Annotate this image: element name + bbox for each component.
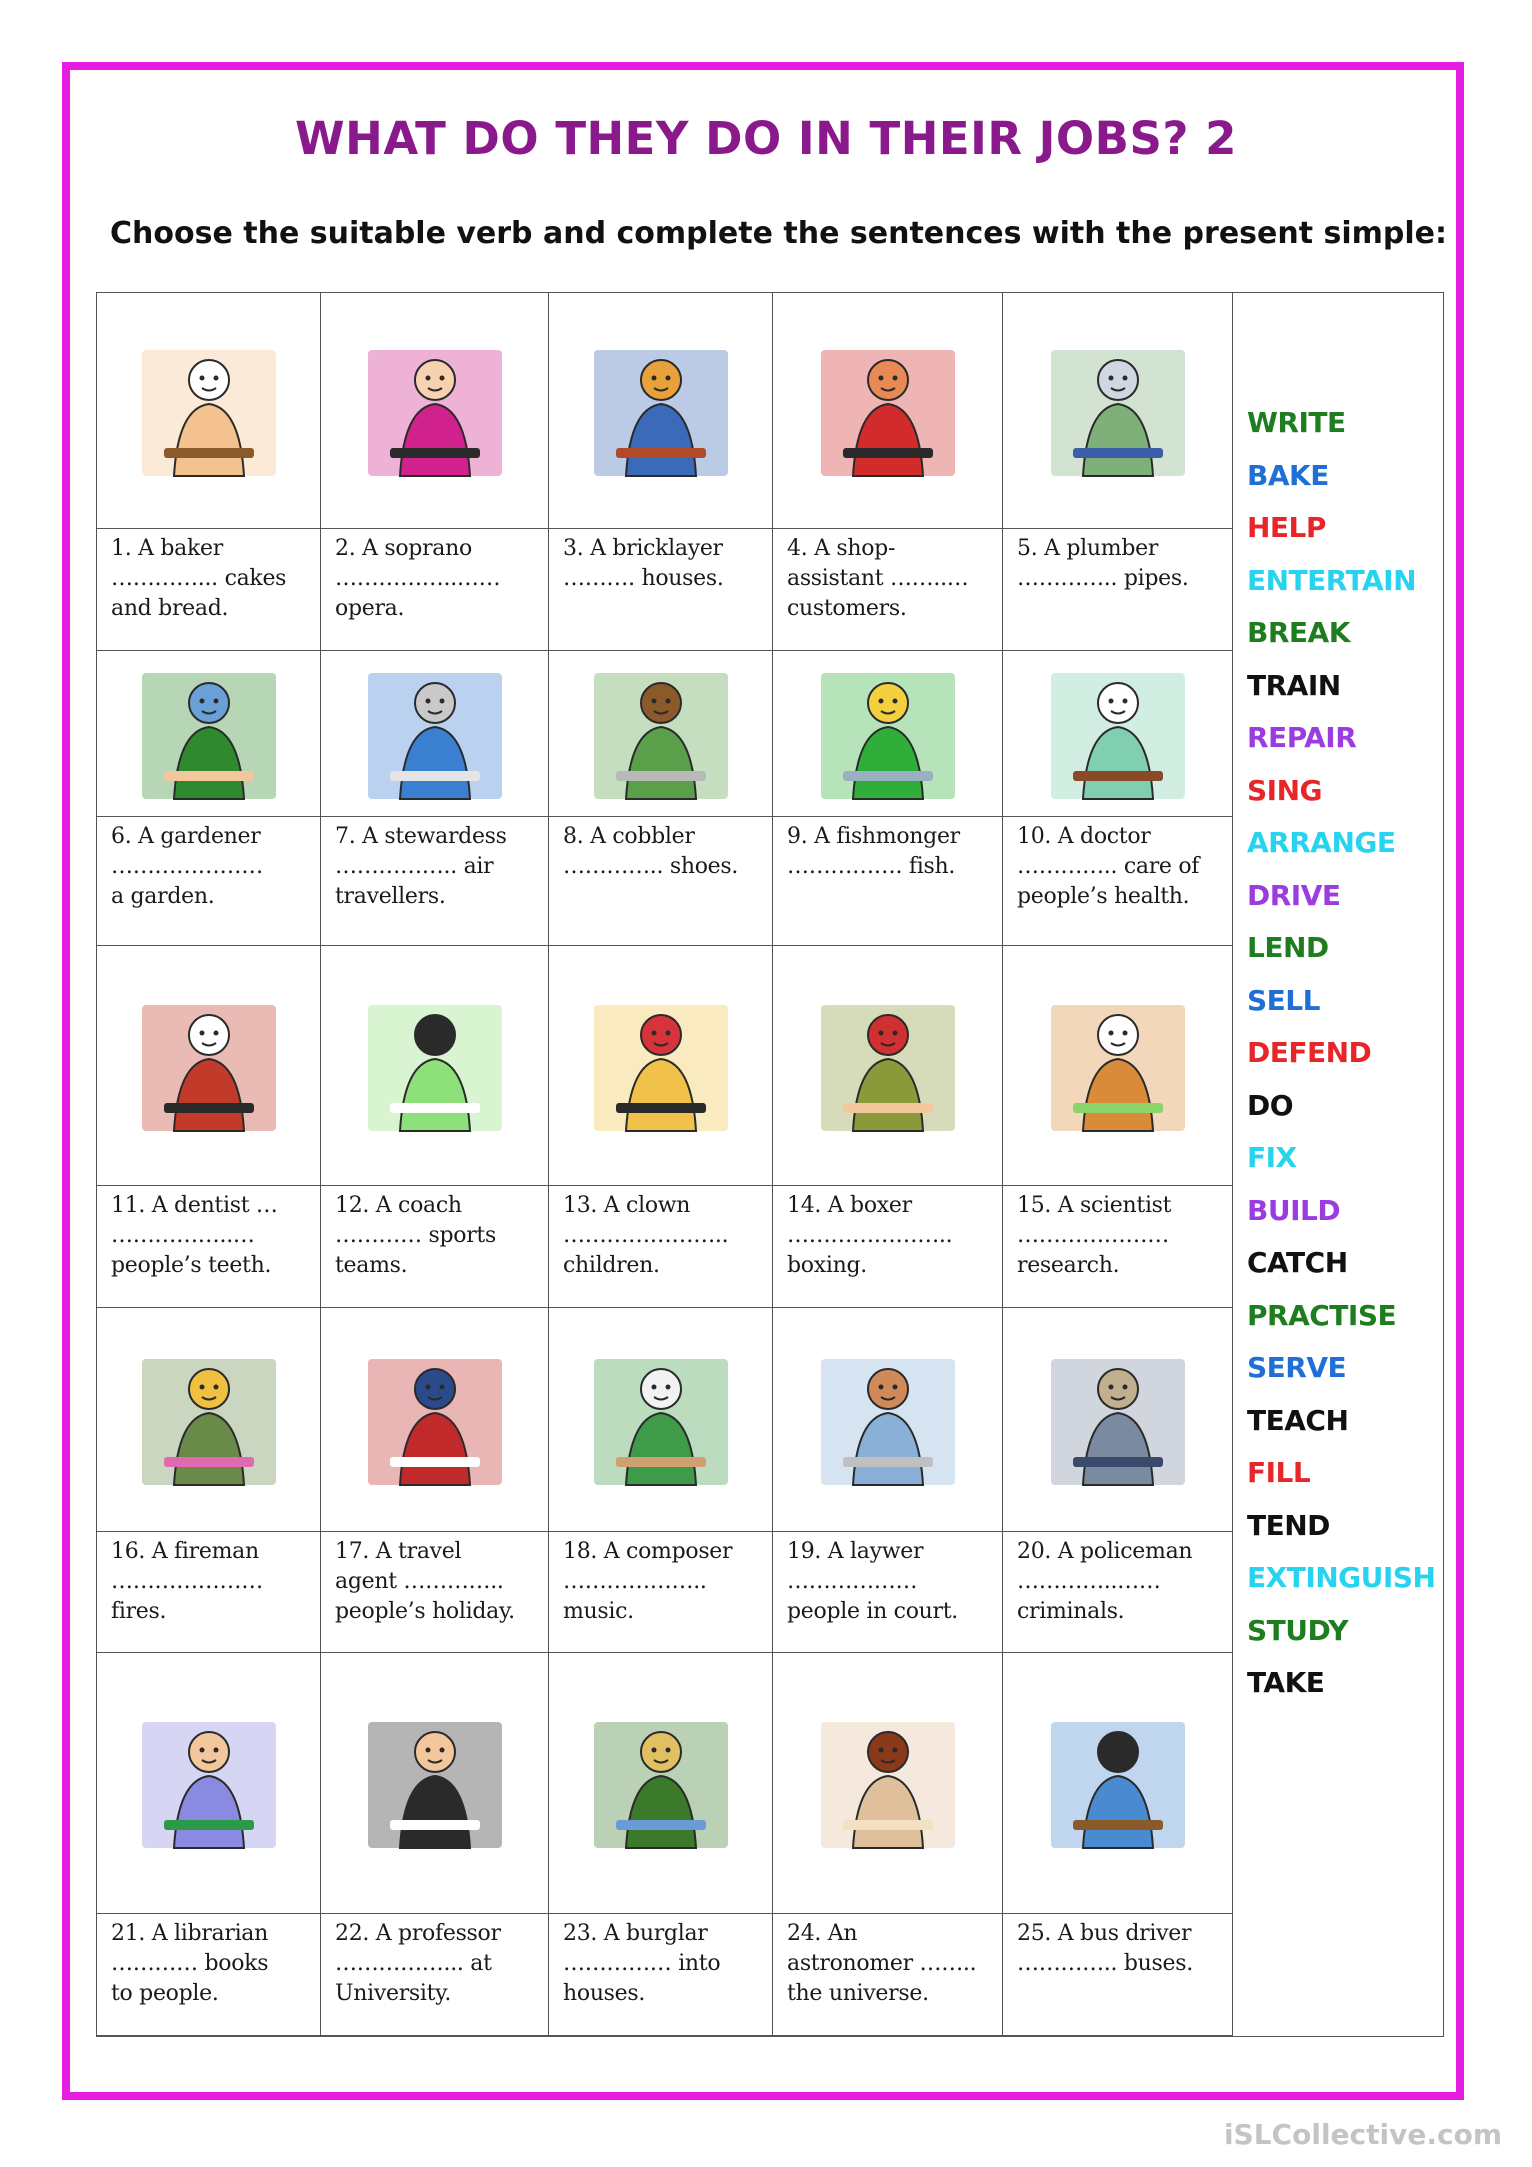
sentence-line: customers. bbox=[787, 596, 907, 621]
job-picture-3 bbox=[549, 293, 773, 529]
sentence-line: ………….. pipes. bbox=[1017, 566, 1189, 591]
job-sentence-21 bbox=[97, 1914, 321, 2036]
sentence-line: …………… into bbox=[563, 1951, 721, 1976]
job-sentence-15 bbox=[1003, 1186, 1233, 1308]
verb-list bbox=[1233, 293, 1445, 2036]
job-picture-12 bbox=[321, 946, 549, 1186]
sentence-line: to people. bbox=[111, 1981, 219, 2006]
sentence-line: …………..…… bbox=[1017, 1569, 1161, 1594]
lawyer-icon bbox=[813, 1345, 963, 1495]
sentence-line: children. bbox=[563, 1253, 660, 1278]
sentence-line: opera. bbox=[335, 596, 405, 621]
job-sentence-22 bbox=[321, 1914, 549, 2036]
verb-item: BAKE bbox=[1247, 458, 1329, 492]
job-sentence-2 bbox=[321, 529, 549, 651]
composer-icon bbox=[586, 1345, 736, 1495]
sentence-line: 10. A doctor bbox=[1017, 824, 1151, 849]
job-sentence-23 bbox=[549, 1914, 773, 2036]
sentence-line: research. bbox=[1017, 1253, 1120, 1278]
job-sentence-6 bbox=[97, 817, 321, 946]
job-sentence-1 bbox=[97, 529, 321, 651]
sentence-line: houses. bbox=[563, 1981, 646, 2006]
job-sentence-24 bbox=[773, 1914, 1003, 2036]
sentence-line: a garden. bbox=[111, 884, 215, 909]
burglar-icon bbox=[586, 1708, 736, 1858]
job-sentence-17 bbox=[321, 1532, 549, 1653]
job-picture-20 bbox=[1003, 1308, 1233, 1532]
sentence-line: people in court. bbox=[787, 1599, 958, 1624]
sentence-line: ………………….. bbox=[787, 1223, 953, 1248]
astronomer-icon bbox=[813, 1708, 963, 1858]
job-picture-19 bbox=[773, 1308, 1003, 1532]
professor-icon bbox=[360, 1708, 510, 1858]
sentence-line: ………………… bbox=[111, 1569, 263, 1594]
librarian-icon bbox=[134, 1708, 284, 1858]
sentence-line: assistant ……..… bbox=[787, 566, 969, 591]
job-sentence-8 bbox=[549, 817, 773, 946]
verb-item: WRITE bbox=[1247, 406, 1346, 439]
verb-item: FILL bbox=[1247, 1456, 1311, 1489]
scientist-icon bbox=[1043, 991, 1193, 1141]
sentence-line: ………… sports bbox=[335, 1223, 496, 1248]
sentence-line: 14. A boxer bbox=[787, 1193, 912, 1218]
sentence-line: 18. A composer bbox=[563, 1539, 733, 1564]
sentence-line: agent ………….. bbox=[335, 1569, 504, 1594]
job-sentence-4 bbox=[773, 529, 1003, 651]
sentence-line: 5. A plumber bbox=[1017, 536, 1159, 561]
job-sentence-12 bbox=[321, 1186, 549, 1308]
sentence-line: ……………..… bbox=[111, 1223, 255, 1248]
sentence-line: 12. A coach bbox=[335, 1193, 462, 1218]
job-picture-25 bbox=[1003, 1653, 1233, 1914]
job-sentence-3 bbox=[549, 529, 773, 651]
worksheet-title: WHAT DO THEY DO IN THEIR JOBS? 2 bbox=[295, 112, 1237, 165]
instructions: Choose the suitable verb and complete the sentences with the present simple: bbox=[110, 216, 1448, 251]
verb-item: ENTERTAIN bbox=[1247, 563, 1417, 597]
verb-item: BREAK bbox=[1247, 616, 1350, 649]
verb-item: TEND bbox=[1247, 1508, 1330, 1542]
job-picture-14 bbox=[773, 946, 1003, 1186]
plumber-icon bbox=[1043, 336, 1193, 486]
sentence-line: 20. A policeman bbox=[1017, 1539, 1193, 1564]
sentence-line: ……………….. bbox=[563, 1569, 707, 1594]
boxer-icon bbox=[813, 991, 963, 1141]
verb-item: LEND bbox=[1247, 931, 1329, 964]
sentence-line: …………….. air bbox=[335, 854, 494, 879]
sentence-line: 17. A travel bbox=[335, 1539, 462, 1564]
sentence-line: 19. A laywer bbox=[787, 1539, 924, 1564]
bus-driver-icon bbox=[1043, 1708, 1193, 1858]
sentence-line: people’s health. bbox=[1017, 884, 1190, 909]
job-sentence-16 bbox=[97, 1532, 321, 1653]
job-sentence-14 bbox=[773, 1186, 1003, 1308]
job-picture-2 bbox=[321, 293, 549, 529]
sentence-line: 6. A gardener bbox=[111, 824, 261, 849]
sentence-line: boxing. bbox=[787, 1253, 867, 1278]
doctor-icon bbox=[1043, 659, 1193, 809]
cobbler-icon bbox=[586, 659, 736, 809]
verb-item: SING bbox=[1247, 773, 1322, 807]
bricklayer-icon bbox=[586, 336, 736, 486]
shop-assistant-icon bbox=[813, 336, 963, 486]
job-picture-6 bbox=[97, 651, 321, 817]
sentence-line: ……………..…… bbox=[335, 566, 501, 591]
sentence-line: 13. A clown bbox=[563, 1193, 691, 1218]
verb-item: TEACH bbox=[1247, 1403, 1349, 1437]
sentence-line: people’s teeth. bbox=[111, 1253, 272, 1278]
fireman-icon bbox=[134, 1345, 284, 1495]
sentence-line: the universe. bbox=[787, 1981, 929, 2006]
sentence-line: 9. A fishmonger bbox=[787, 824, 960, 849]
verb-item: ARRANGE bbox=[1247, 826, 1396, 859]
dentist-icon bbox=[134, 991, 284, 1141]
sentence-line: ………. houses. bbox=[563, 566, 724, 591]
sentence-line: 15. A scientist bbox=[1017, 1193, 1172, 1218]
sentence-line: ………………….. bbox=[563, 1223, 729, 1248]
baker-icon bbox=[134, 336, 284, 486]
verb-item: HELP bbox=[1247, 511, 1326, 544]
jobs-table bbox=[96, 292, 1444, 2037]
job-sentence-7 bbox=[321, 817, 549, 946]
sentence-line: ………….. shoes. bbox=[563, 854, 739, 879]
sentence-line: ………….. care of bbox=[1017, 854, 1200, 879]
sentence-line: people’s holiday. bbox=[335, 1599, 515, 1624]
sentence-line: ………………… bbox=[1017, 1223, 1169, 1248]
sentence-line: teams. bbox=[335, 1253, 408, 1278]
sentence-line: 25. A bus driver bbox=[1017, 1921, 1192, 1946]
verb-item: REPAIR bbox=[1247, 721, 1357, 754]
job-picture-24 bbox=[773, 1653, 1003, 1914]
verb-item: SERVE bbox=[1247, 1351, 1347, 1384]
sentence-line: ………………… bbox=[111, 854, 263, 879]
sentence-line: music. bbox=[563, 1599, 634, 1624]
sentence-line: 1. A baker bbox=[111, 536, 223, 561]
job-picture-16 bbox=[97, 1308, 321, 1532]
stewardess-icon bbox=[360, 659, 510, 809]
sentence-line: ………… books bbox=[111, 1951, 269, 1976]
soprano-icon bbox=[360, 336, 510, 486]
job-picture-4 bbox=[773, 293, 1003, 529]
fishmonger-icon bbox=[813, 659, 963, 809]
job-picture-5 bbox=[1003, 293, 1233, 529]
sentence-line: 23. A burglar bbox=[563, 1921, 708, 1946]
sentence-line: travellers. bbox=[335, 884, 446, 909]
coach-icon bbox=[360, 991, 510, 1141]
sentence-line: astronomer …….. bbox=[787, 1951, 977, 1976]
job-sentence-18 bbox=[549, 1532, 773, 1653]
verb-item: EXTINGUISH bbox=[1247, 1561, 1436, 1594]
job-picture-23 bbox=[549, 1653, 773, 1914]
sentence-line: …………... cakes bbox=[111, 566, 287, 591]
sentence-line: 4. A shop- bbox=[787, 536, 896, 561]
sentence-line: ……………. fish. bbox=[787, 854, 956, 879]
job-picture-21 bbox=[97, 1653, 321, 1914]
verb-item: CATCH bbox=[1247, 1246, 1348, 1279]
job-picture-9 bbox=[773, 651, 1003, 817]
job-sentence-20 bbox=[1003, 1532, 1233, 1653]
verb-item: SELL bbox=[1247, 983, 1320, 1017]
verb-item: DRIVE bbox=[1247, 878, 1341, 912]
sentence-line: criminals. bbox=[1017, 1599, 1125, 1624]
gardener-icon bbox=[134, 659, 284, 809]
verb-item: BUILD bbox=[1247, 1193, 1341, 1227]
sentence-line: 3. A bricklayer bbox=[563, 536, 723, 561]
travel-agent-icon bbox=[360, 1345, 510, 1495]
sentence-line: 22. A professor bbox=[335, 1921, 501, 1946]
sentence-line: 11. A dentist … bbox=[111, 1193, 278, 1218]
job-picture-15 bbox=[1003, 946, 1233, 1186]
sentence-line: 7. A stewardess bbox=[335, 824, 507, 849]
sentence-line: ……………... at bbox=[335, 1951, 492, 1976]
job-picture-18 bbox=[549, 1308, 773, 1532]
verb-item: TAKE bbox=[1247, 1666, 1325, 1699]
job-picture-10 bbox=[1003, 651, 1233, 817]
sentence-line: 8. A cobbler bbox=[563, 824, 695, 849]
job-picture-13 bbox=[549, 946, 773, 1186]
verb-item: PRACTISE bbox=[1247, 1298, 1397, 1332]
sentence-line: 16. A fireman bbox=[111, 1539, 259, 1564]
sentence-line: and bread. bbox=[111, 596, 229, 621]
sentence-line: ……………… bbox=[787, 1569, 918, 1594]
job-sentence-13 bbox=[549, 1186, 773, 1308]
job-sentence-11 bbox=[97, 1186, 321, 1308]
sentence-line: 21. A librarian bbox=[111, 1921, 268, 1946]
job-picture-1 bbox=[97, 293, 321, 529]
verb-item: TRAIN bbox=[1247, 668, 1341, 702]
job-picture-17 bbox=[321, 1308, 549, 1532]
verb-item: DO bbox=[1247, 1088, 1294, 1122]
job-sentence-5 bbox=[1003, 529, 1233, 651]
job-sentence-25 bbox=[1003, 1914, 1233, 2036]
job-picture-7 bbox=[321, 651, 549, 817]
job-sentence-10 bbox=[1003, 817, 1233, 946]
sentence-line: 24. An bbox=[787, 1921, 858, 1946]
job-picture-8 bbox=[549, 651, 773, 817]
verb-item: STUDY bbox=[1247, 1613, 1348, 1647]
sentence-line: 2. A soprano bbox=[335, 536, 472, 561]
job-sentence-19 bbox=[773, 1532, 1003, 1653]
sentence-line: University. bbox=[335, 1981, 452, 2006]
verb-item: FIX bbox=[1247, 1141, 1297, 1174]
clown-icon bbox=[586, 991, 736, 1141]
verb-item: DEFEND bbox=[1247, 1036, 1372, 1069]
job-picture-22 bbox=[321, 1653, 549, 1914]
job-picture-11 bbox=[97, 946, 321, 1186]
sentence-line: fires. bbox=[111, 1599, 167, 1624]
policeman-icon bbox=[1043, 1345, 1193, 1495]
job-sentence-9 bbox=[773, 817, 1003, 946]
watermark: iSLCollective.com bbox=[1223, 2118, 1502, 2151]
sentence-line: ………….. buses. bbox=[1017, 1951, 1193, 1976]
